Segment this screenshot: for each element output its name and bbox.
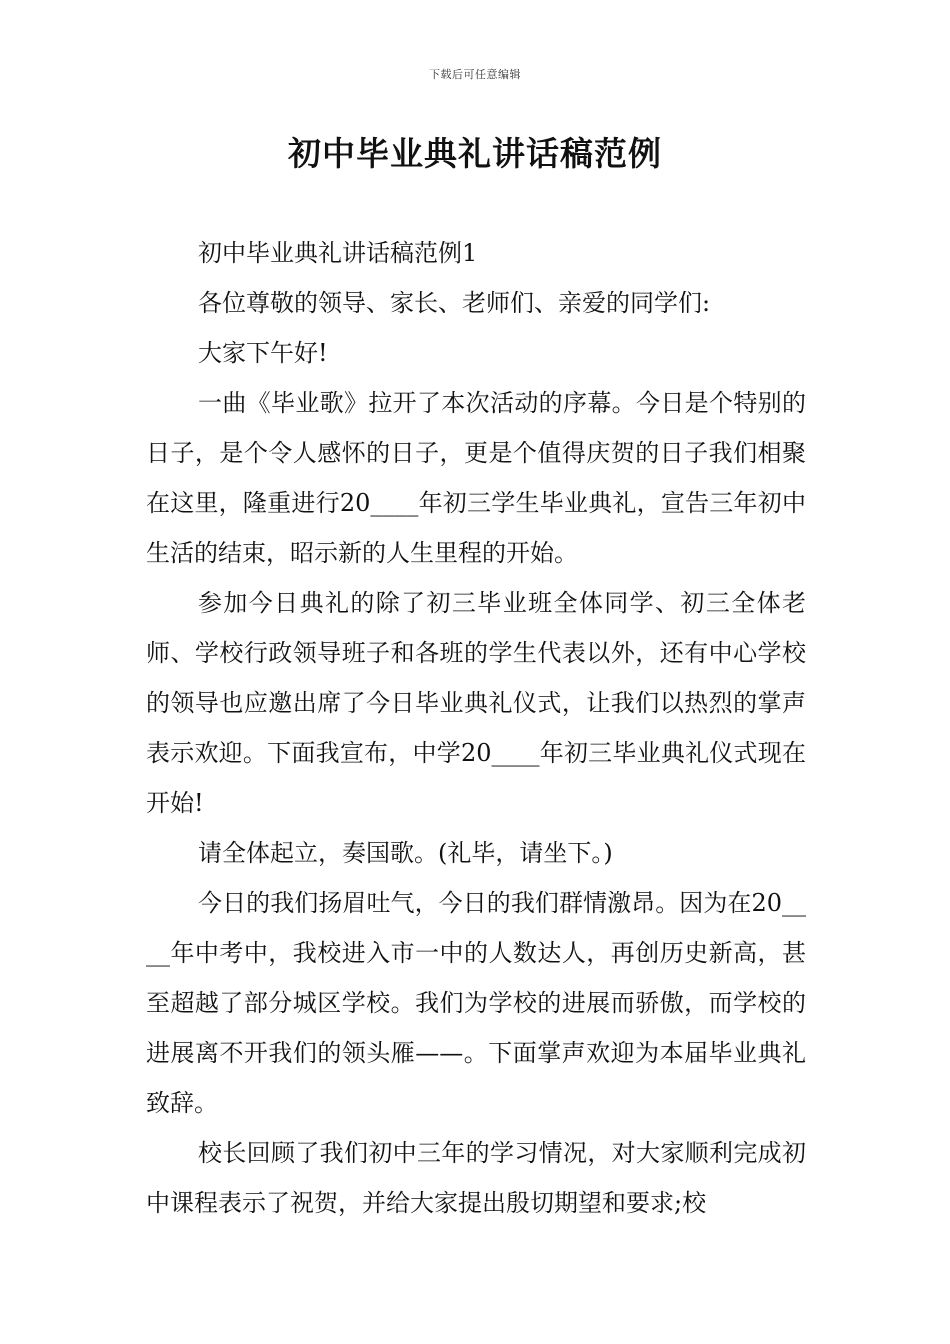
paragraph-salutation: 各位尊敬的领导、家长、老师们、亲爱的同学们:: [198, 289, 711, 317]
paragraph-attendees: 参加今日典礼的除了初三毕业班全体同学、初三全体老师、学校行政领导班子和各班的学生代表以外，还有中心学校的领导也应邀出席了今日毕业典礼仪式，让我们以热烈的掌声表示欢迎。下面我宣布，中学20____年初三毕业典礼仪式现在开始!: [146, 589, 806, 817]
header-note: 下载后可任意编辑: [429, 68, 521, 81]
paragraph-greeting: 大家下午好!: [198, 339, 328, 367]
paragraph-principal: 校长回顾了我们初中三年的学习情况，对大家顺利完成初中课程表示了祝贺，并给大家提出殷切期望和要求;校: [146, 1139, 806, 1217]
paragraph-achievement: 今日的我们扬眉吐气，今日的我们群情激昂。因为在20____年中考中，我校进入市一中的人数达人，再创历史新高，甚至超越了部分城区学校。我们为学校的进展而骄傲，而学校的进展离不开我们的领头雁——。下面掌声欢迎为本届毕业典礼致辞。: [146, 889, 806, 1117]
paragraph-section-heading: 初中毕业典礼讲话稿范例1: [198, 239, 478, 267]
document-body: [146, 228, 806, 1228]
document-title: 初中毕业典礼讲话稿范例: [288, 134, 662, 173]
paragraph-opening: 一曲《毕业歌》拉开了本次活动的序幕。今日是个特别的日子，是个令人感怀的日子，更是个值得庆贺的日子我们相聚在这里，隆重进行20____年初三学生毕业典礼，宣告三年初中生活的结束，昭示新的人生里程的开始。: [146, 389, 806, 567]
paragraph-anthem: 请全体起立，奏国歌。(礼毕，请坐下。): [198, 839, 613, 867]
